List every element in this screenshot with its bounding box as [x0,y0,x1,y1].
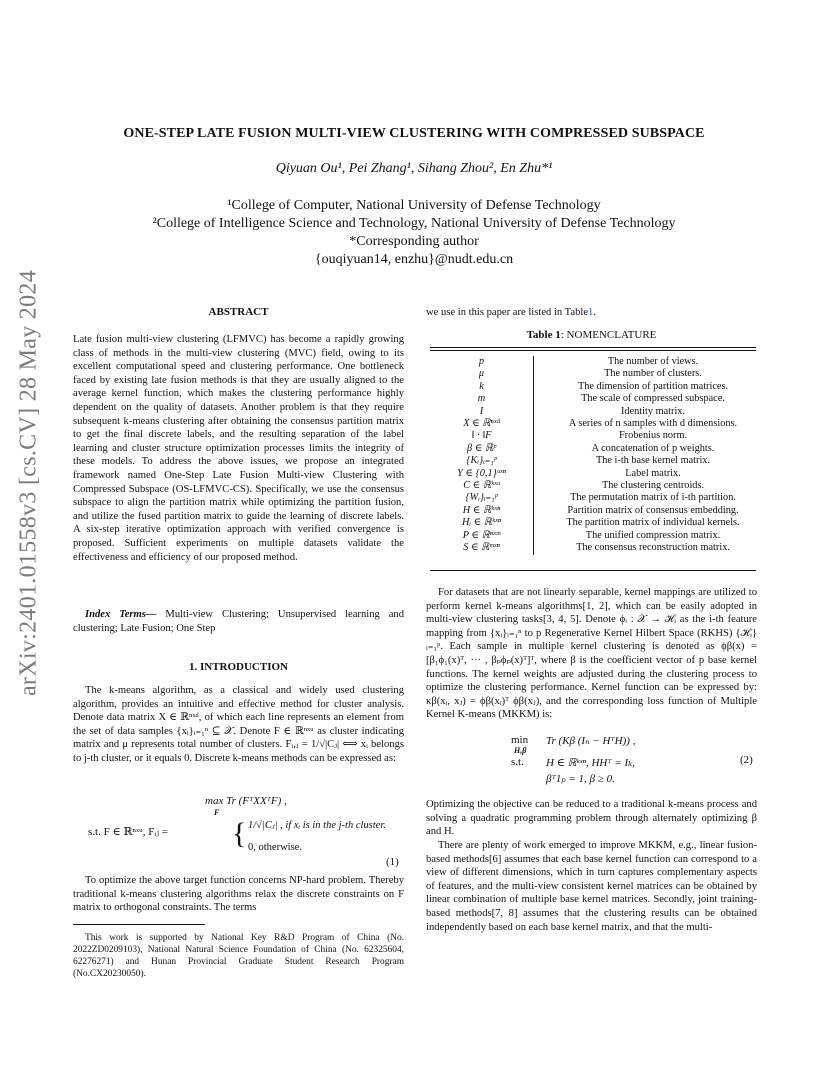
table-row [430,542,772,554]
table-row [430,443,772,455]
description-cell: The dimension of partition matrices. [577,380,729,392]
intro-paragraph-2 [73,874,404,915]
arxiv-stamp-text: arXiv:2401.01558v3 [cs.CV] 28 May 2024 [15,269,42,697]
eq1-constraint: s.t. F ∈ ℝⁿˣᵘ, Fᵢⱼ = [88,826,169,838]
affiliation-2: ²College of Intelligence Science and Technology, National University of Defense Technology [152,216,676,231]
table-intro-period: . [593,307,596,318]
kernel-paragraph [426,586,757,722]
symbol-cell: P ∈ ℝⁿˣᵐ [430,530,534,542]
table-intro-line [426,306,757,320]
eq2-constraint-2: βᵀ1ₚ = 1, β ≥ 0. [546,773,615,785]
description-cell: The i-th base kernel matrix. [595,455,711,467]
table-row [430,393,772,405]
symbol-cell: I [430,406,534,418]
eq1-case-2: 0, otherwise. [248,842,302,853]
table-row [430,517,772,529]
table-top-rule-2 [430,350,756,351]
eq2-min-subscript: H,β [514,746,527,755]
table-intro-text: we use in this paper are listed in Table [426,307,589,318]
description-cell: A concatenation of p weights. [591,442,715,454]
symbol-cell: ‖ · ‖F [430,430,534,442]
related-work-paragraph [426,839,757,934]
table-ref-link[interactable]: 1 [588,307,594,318]
symbol-cell: H ∈ ℝᵏˣⁿ [430,505,534,517]
description-cell: A series of n samples with d dimensions. [568,418,738,430]
footnote-text: This work is supported by National Key R&D Program of China (No. 2022ZD0209103), National Natural Science Foundation of China (No. 62325604, 62276271) and Hunan Provincial Graduate Student Research Program (No.CX20230050). [73,933,404,979]
eq1-brace: { [232,817,247,850]
description-cell: Frobenius norm. [618,430,688,442]
table-row [430,530,772,542]
table-row [430,468,772,480]
intro-p2-text: To optimize the above target function concerns NP-hard problem. Thereby traditional k-means clustering algorithms relax the discrete constraints on F matrix to orthogonal constraints. The terms [73,875,404,914]
symbol-cell: {Kᵢ}ᵢ₌₁ᵖ [430,455,534,467]
description-cell: The permutation matrix of i-th partition. [570,492,736,504]
eq1-case-1: 1/√|Cⱼ| , if xᵢ is in the j-th cluster. [248,820,386,831]
table-row [430,381,772,393]
nomenclature-table [430,356,772,555]
description-cell: Partition matrix of consensus embedding. [567,504,739,516]
corresponding-note: *Corresponding author [349,234,479,249]
symbol-cell: X ∈ ℝⁿˣᵈ [430,418,534,430]
symbol-cell: μ [430,368,534,380]
description-cell: Identity matrix. [620,405,686,417]
equation-1-objective [205,795,287,807]
symbol-cell: S ∈ ℝᵐˣⁿ [430,542,534,554]
table-top-rule [430,347,756,348]
description-cell: The scale of compressed subspace. [581,393,725,405]
eq2-st: s.t. [511,756,524,768]
optimizing-paragraph [426,798,757,839]
nomenclature-table-body [430,356,772,555]
index-terms-text: Multi-view Clustering; Unsupervised learning and clustering; Late Fusion; One Step [73,609,404,634]
symbol-cell: Y ∈ {0,1}ᵘˣⁿ [430,468,534,480]
table-row [430,492,772,504]
symbol-cell: p [430,356,534,368]
index-terms-label: Index Terms— [85,609,157,620]
paper-title: ONE-STEP LATE FUSION MULTI-VIEW CLUSTERING WITH COMPRESSED SUBSPACE [123,126,705,141]
table-row [430,406,772,418]
intro-p1-text: The k-means algorithm, as a classical and widely used clustering algorithm, provides an intuitive and effective method for cluster analysis. Denote data matrix X ∈ ℝⁿˣᵈ, of which each line represents an element from the set of data samples {xᵢ}ᵢ₌₁ⁿ ⊆ 𝒳. Denote F ∈ ℝⁿˣᵘ as cluster indicating matrix and μ represents total number of clusters. Fᵢ,ⱼ = 1/√|Cⱼ| ⟺ xᵢ belongs to j-th cluster, or it equals 0. Discrete k-means methods can be expressed as: [73,685,404,764]
table-row [430,430,772,442]
eq2-number: (2) [740,754,753,766]
eq1-objective: max Tr (FᵀXXᵀF) , [205,795,287,807]
eq2-min: min [511,734,529,746]
footnote [73,932,404,980]
table-caption-title: : NOMENCLATURE [560,329,657,341]
intro-paragraph-1 [73,684,404,766]
email: {ouqiyuan14, enzhu}@nudt.edu.cn [314,252,514,267]
description-cell: Label matrix. [625,467,681,479]
eq1-number: (1) [386,856,399,868]
kernel-paragraph-text: For datasets that are not linearly separable, kernel mappings are utilized to perform kernel k-means algorithms[1, 2], which can be easily adopted in multi-view clustering tasks[3, 4, 5]. Denote ϕᵢ : 𝒳 → ℋᵢ as the i-th feature mapping from {xᵢ}ᵢ₌₁ⁿ to p Regenerative Kernel Hilbert Space (RKHS) {ℋᵢ}ᵢ₌₁ᵖ. Each sample in multiple kernel clustering is denoted as ϕβ(x) = [β₁ϕ₁(x)ᵀ, ··· , βₚϕₚ(x)ᵀ]ᵀ, where β is the coefficient vector of p base kernel functions. The kernel weights are adjusted during the clustering process to optimize the clustering performance. Kernel function can be expressed by: κβ(xᵢ, xⱼ) = ϕβ(xᵢ)ᵀ ϕβ(xⱼ), and the corresponding loss function of Multiple Kernel K-means (MKKM) is: [426,587,757,721]
symbol-cell: m [430,393,534,405]
affiliation-1: ¹College of Computer, National University of Defense Technology [227,198,601,213]
description-cell: The clustering centroids. [601,480,705,492]
table-caption [426,329,757,341]
related-work-text: There are plenty of work emerged to improve MKKM, e.g., linear fusion-based methods[6] assumes that each base kernel function can correspond to a view of different dimensions, which in turn captures complementary aspects of features, and the multi-view consistent kernel matrices can be obtained by linear combination of multiple base kernel matrices. Secondly, joint training-based methods[7, 8] assumes that the clustering results can be obtained independently based on each base kernel matrix, and that the multi- [426,840,757,933]
description-cell: The consensus reconstruction matrix. [576,542,730,554]
eq2-constraint-1: H ∈ ℝᵏˣⁿ, HHᵀ = Iₖ, [546,757,635,769]
abstract-text: Late fusion multi-view clustering (LFMVC) has become a rapidly growing class of methods in the multi-view clustering (MVC) field, owing to its excellent computational speed and clustering performance. One bottleneck faced by existing late fusion methods is that they are usually aligned to the average kernel function, which makes the clustering performance highly dependent on the quality of datasets. Another problem is that they require subsequent k-means clustering after obtaining the consensus partition matrix to get the final discrete labels, and the resulting separation of the label learning and cluster structure optimization processes limits the integrity of these models. To address the above issues, we propose an integrated framework named One-Step Late Fusion Multi-view Clustering with Compressed Subspace (OS-LFMVC-CS). Specifically, we use the consensus subspace to align the partition matrix while optimizing the partition fusion, and utilize the fused partition matrix to guide the learning of discrete labels. A six-step iterative optimization approach with verified convergence is proposed. Sufficient experiments on multiple datasets validate the effectiveness and efficiency of our proposed method. [73,334,404,563]
table-row [430,368,772,380]
symbol-cell: {Wᵢ}ᵢ₌₁ᵖ [430,492,534,504]
table-bottom-rule [430,570,756,571]
description-cell: The number of views. [607,356,699,367]
symbol-cell: k [430,381,534,393]
symbol-cell: C ∈ ℝᵏˣᵘ [430,480,534,492]
footnote-rule [73,924,205,925]
table-row [430,356,772,368]
arxiv-stamp [14,269,44,697]
optimizing-paragraph-text: Optimizing the objective can be reduced to a traditional k-means process and solving a quadratic programming problem through alternately optimizing β and H. [426,799,757,838]
table-row [430,480,772,492]
abstract-heading: ABSTRACT [208,306,269,318]
symbol-cell: Hᵢ ∈ ℝᵏˣⁿ [430,517,534,529]
table-row [430,505,772,517]
description-cell: The number of clusters. [604,368,702,380]
author-list: Qiyuan Ou¹, Pei Zhang¹, Sihang Zhou², En Zhu*¹ [275,161,553,176]
intro-heading: 1. INTRODUCTION [188,661,288,673]
table-row [430,455,772,467]
table-caption-label: Table 1 [526,329,561,341]
table-row [430,418,772,430]
eq1-subscript: F [214,808,220,817]
eq2-objective: Tr (Kβ (Iₙ − HᵀH)) , [546,735,636,747]
description-cell: The unified compression matrix. [585,529,721,541]
symbol-cell: β ∈ ℝᵖ [430,443,534,455]
index-terms [73,608,404,635]
description-cell: The partition matrix of individual kernels. [566,517,740,529]
